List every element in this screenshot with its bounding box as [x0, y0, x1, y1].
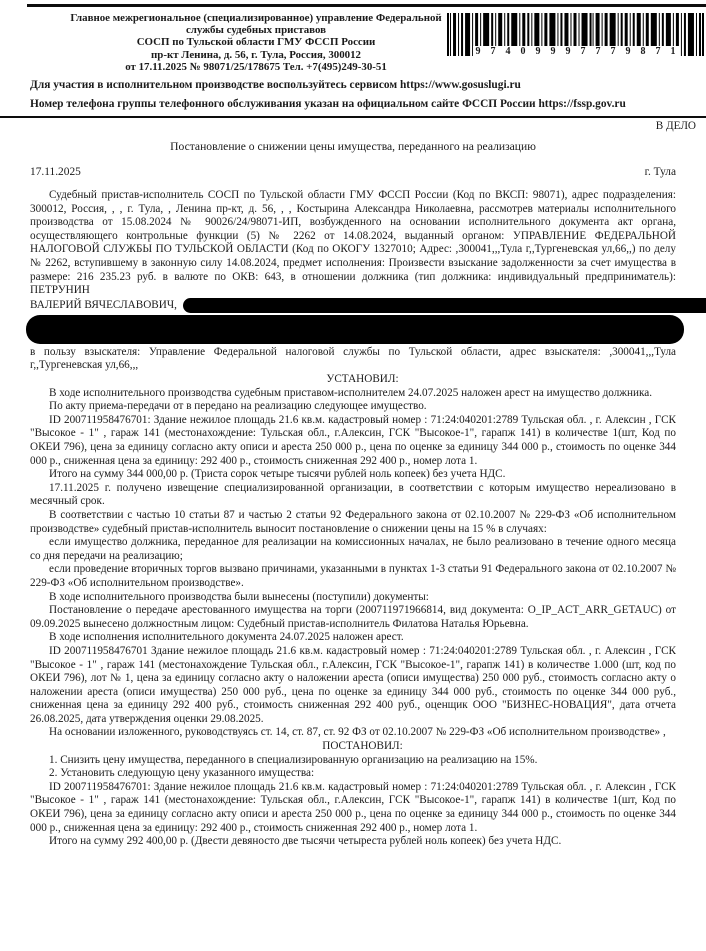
redaction-bar-1 — [183, 298, 706, 313]
letterhead — [0, 12, 706, 75]
paragraph-arrest-date: В ходе исполнения исполнительного документа 24.07.2025 наложен арест. — [49, 631, 404, 644]
resolution-item-2: 2. Установить следующую цену указанного имущества: — [49, 767, 315, 780]
redacted-debtor-line — [30, 298, 676, 313]
org-line-4: пр-кт Ленина, д. 56, г. Тула, Россия, 300012 — [150, 48, 362, 61]
header-divider-line — [0, 116, 706, 119]
paragraph-arrest: В ходе исполнительного производства судебным приставом-исполнителем 24.07.2025 наложен арест на имущество должника. — [49, 386, 653, 399]
paragraph-case-secondary-auction: если проведение вторичных торгов вызвано причинами, указанными в пунктах 1-3 статьи 91 Федерального закона от 02.10.2007 № 229-ФЗ «Об исполнительном производстве». — [30, 563, 676, 589]
paragraph-property-1: ID 200711958476701: Здание нежилое площадь 21.6 кв.м. кадастровый номер : 71:24:040201:2789 Тульская обл. , г. Алексин , ГСК "Высокое - 1" , гараж 141 (местонахождение: Тульская обл., г.Алексин, ГСК "Высокое-1", гарапж 141) в количестве 1(шт, Код по ОКЕИ 796), цена за единицу согласно акту описи и ареста 250 000 р., цена по оценке за единицу 344 000 р., стоимость по оценке 344 000 р., сниженная цена за единицу: 292 400 р., стоимость сниженная 292 400 р., номер лота 1. — [30, 413, 676, 467]
org-line-2: службы судебных приставов — [185, 23, 327, 36]
paragraph-total-292400: Итого на сумму 292 400,00 р. (Двести девяносто две тысячи четыреста рублей ноль копеек) без учета НДС. — [49, 835, 562, 848]
org-line-1: Главное межрегиональное (специализированное) управление Федеральной — [70, 11, 442, 24]
org-line-3: СОСП по Тульской области ГМУ ФССП России — [136, 36, 376, 49]
service-line-gosuslugi: Для участия в исполнительном производстве воспользуйтесь сервисом https://www.gosuslugi.ru — [30, 78, 521, 91]
service-line-fssp: Номер телефона группы телефонного обслуживания указан на официальном сайте ФССП России https://fssp.gov.ru — [30, 97, 626, 110]
paragraph-documents-issued: В ходе исполнительного производства были вынесены (поступили) документы: — [49, 590, 429, 603]
document-body — [30, 189, 676, 849]
paragraph-claimant: в пользу взыскателя: Управление Федеральной налоговой службы по Тульской области, адрес взыскателя: ,300041,,,Тула г,,Тургеневская ул,66,,, — [30, 345, 676, 372]
barcode-digits: 9 7 4 0 9 9 9 7 7 7 9 8 7 1 — [473, 46, 679, 57]
paragraph-legal-grounds: На основании изложенного, руководствуясь ст. 14, ст. 87, ст. 92 ФЗ от 02.10.2007 № 229-ФЗ «Об исполнительном производстве» , — [49, 726, 666, 739]
heading-ustanovil: УСТАНОВИЛ: — [326, 373, 399, 386]
paragraph-auction-resolution: Постановление о передаче арестованного имущества на торги (200711971966814, вид документа: O_IP_ACT_ARR_GETAUC) от 09.09.2025 вынесено должностным лицом: Судебный пристав-исполнитель Филатова Наталья Юрьевна. — [30, 604, 676, 630]
document-title: Постановление о снижении цены имущества, переданного на реализацию — [170, 140, 536, 154]
resolution-item-1: 1. Снизить цену имущества, переданного в специализированную организацию на реализацию на 15%. — [49, 753, 538, 766]
paragraph-property-2: ID 200711958476701 Здание нежилое площадь 21.6 кв.м. кадастровый номер : 71:24:040201:2789 Тульская обл. , г. Алексин , ГСК "Высокое - 1" , гараж 141 (местонахождение Тульская обл., г.Алексин, ГСК "Высокое-1", гарапж 141) в количестве 1.000 (шт, код по ОКЕИ 796), лот № 1, цена за единицу согласно акту о наложении ареста (описи имущества) 250 000 руб., стоимость согласно акту о наложении ареста (описи имущества) 250 000 руб., цена по оценке за единицу 344 000 руб., стоимость по оценке 344 000 руб., сниженная цена за единицу 292 400 руб., стоимость сниженная 292 400 руб., оценщик ООО "БИЗНЕС-НОВАЦИЯ", дата отчета 26.08.2025, дата утверждения оценки 29.08.2025. — [30, 644, 676, 725]
debtor-name-continued: ВАЛЕРИЙ ВЯЧЕСЛАВОВИЧ, — [30, 298, 177, 311]
document-city: г. Тула — [644, 166, 676, 179]
paragraph-total-344000: Итого на сумму 344 000,00 р. (Триста сорок четыре тысячи рублей ноль копеек) без учета НДС. — [49, 468, 506, 481]
v-delo-stamp: В ДЕЛО — [655, 120, 696, 133]
top-border-line — [27, 4, 706, 7]
redaction-bar-2 — [26, 315, 684, 344]
org-line-5: от 17.11.2025 № 98071/25/178675 Тел. +7(495)249-30-51 — [125, 61, 387, 74]
paragraph-transfer-act: По акту приема-передачи от в передано на реализацию следующее имущество. — [49, 400, 427, 413]
paragraph-property-3: ID 200711958476701: Здание нежилое площадь 21.6 кв.м. кадастровый номер : 71:24:040201:2789 Тульская обл. , г. Алексин , ГСК "Высокое - 1" , гараж 141 (местонахождение: Тульская обл., г.Алексин, ГСК "Высокое-1", гарапж 141) в количестве 1(шт, Код по ОКЕИ 796), цена за единицу согласно акту описи и ареста 250 000 р., цена по оценке за единицу 344 000 р., стоимость по оценке 344 000 р., сниженная цена за единицу: 292 400 р., стоимость сниженная 292 400 р., номер лота 1. — [30, 780, 676, 834]
barcode — [447, 13, 704, 56]
paragraph-case-commission: если имущество должника, переданное для реализации на комиссионных началах, не было реализовано в течение одного месяца со дня передачи на реализацию; — [30, 536, 676, 562]
letterhead-org-block — [40, 12, 472, 74]
heading-postanovil: ПОСТАНОВИЛ: — [322, 740, 403, 753]
document-date: 17.11.2025 — [30, 166, 81, 179]
paragraph-law-basis: В соответствии с частью 10 статьи 87 и частью 2 статьи 92 Федерального закона от 02.10.2007 № 229-ФЗ «Об исполнительном производстве» судебный пристав-исполнитель выносит постановление о снижении цены на 15 % в случаях: — [30, 508, 676, 535]
paragraph-notice: 17.11.2025 г. получено извещение специализированной организации, в соответствии с которым имущество нереализовано в месячный срок. — [30, 481, 676, 508]
date-place-row — [30, 166, 676, 178]
paragraph-preamble: Судебный пристав-исполнитель СОСП по Тульской области ГМУ ФССП России (Код по ВКСП: 98071), адрес подразделения: 300012, Россия, , , г. Тула, , Ленина пр-кт, д. 56, , , Костырина Александра Николаевна, рассмотрев материалы исполнительного производства от 15.08.2024 № 90026/24/98071-ИП, возбужденного на основании исполнительного документа акт органа, осуществляющего контрольные функции (5) № 2262 от 14.08.2024, выданный органом: УПРАВЛЕНИЕ ФЕДЕРАЛЬНОЙ НАЛОГОВОЙ СЛУЖБЫ ПО ТУЛЬСКОЙ ОБЛАСТИ (Код по ОКОГУ 1327010; Адрес: ,300041,,,Тула г,,Тургеневская ул,66,,) по делу № 2262, вступившему в законную силу 14.08.2024, предмет исполнения: Произвести взыскание задолженности за счет имущества в размере: 216 235.23 руб. в валюте по ОКВ: 643, в отношении должника (тип должника: индивидуальный предприниматель): ПЕТРУНИН — [30, 189, 676, 297]
